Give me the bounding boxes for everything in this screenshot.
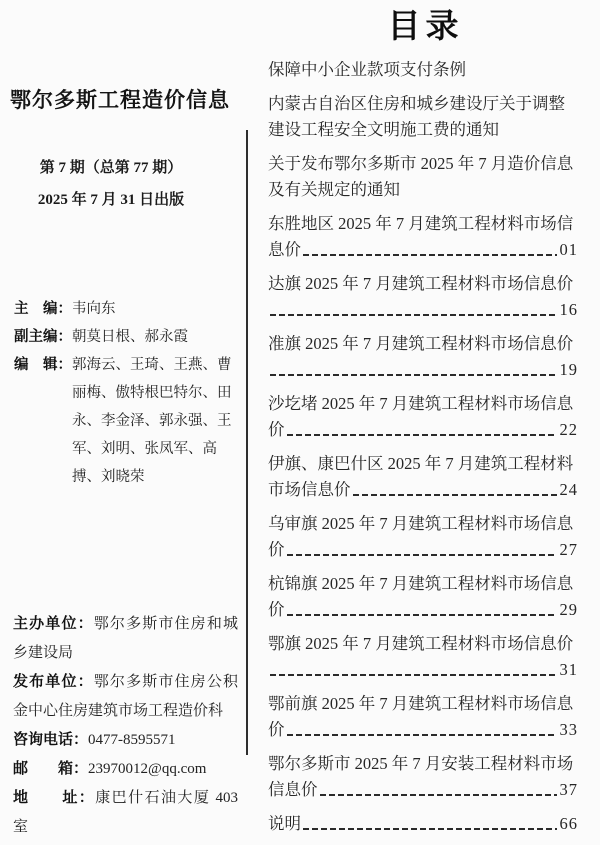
masthead-column xyxy=(0,0,248,845)
issue-number: 第 7 期（总第 77 期） xyxy=(39,160,183,176)
toc-entry-line xyxy=(268,91,578,117)
publisher-line-organizer xyxy=(13,610,238,668)
publisher-label: 咨询电话： xyxy=(13,732,89,748)
publisher-line-issuer xyxy=(13,668,238,726)
toc-entry-line xyxy=(268,391,578,417)
toc-page-number: 01 xyxy=(559,240,578,259)
toc-entry xyxy=(268,391,578,443)
dash-leader xyxy=(268,657,559,683)
toc-entry-line xyxy=(268,717,578,743)
toc-page-number: 19 xyxy=(559,360,578,379)
toc-entry-line xyxy=(268,237,578,263)
toc-title: 目录 xyxy=(387,9,464,45)
toc-entry-text: 准旗 2025 年 7 月建筑工程材料市场信息价 xyxy=(268,334,574,353)
dash-leader xyxy=(285,597,559,623)
toc-entry-text: 鄂前旗 2025 年 7 月建筑工程材料市场信息 xyxy=(268,694,574,713)
toc-entry-text: 杭锦旗 2025 年 7 月建筑工程材料市场信息 xyxy=(268,574,574,593)
toc-entry-line xyxy=(268,537,578,563)
toc-entry-line xyxy=(268,477,578,503)
toc-page-number: 16 xyxy=(559,300,578,319)
publisher-label: 邮 箱： xyxy=(13,761,89,777)
toc-entry-line xyxy=(268,811,578,837)
toc-entry xyxy=(268,151,578,203)
toc-entry-text: 关于发布鄂尔多斯市 2025 年 7 月造价信息 xyxy=(268,154,574,173)
publisher-line-email xyxy=(13,755,238,784)
staff-row-deputy-editor xyxy=(14,323,234,351)
toc-page-number: 31 xyxy=(559,660,578,679)
toc-page-number: 27 xyxy=(559,540,578,559)
dash-leader xyxy=(285,417,559,443)
staff-row-chief-editor xyxy=(14,295,234,323)
toc-entry-text: 保障中小企业款项支付条例 xyxy=(268,60,466,79)
toc-entry-text: 伊旗、康巴什区 2025 年 7 月建筑工程材料 xyxy=(268,454,574,473)
dash-leader xyxy=(351,477,559,503)
publisher-label: 发布单位： xyxy=(13,674,94,690)
toc-entry xyxy=(268,751,578,803)
toc-entry-line xyxy=(268,751,578,777)
toc-entry-text: 东胜地区 2025 年 7 月建筑工程材料市场信 xyxy=(268,214,574,233)
toc-entry-line xyxy=(268,271,578,297)
toc-entry-text: 乌审旗 2025 年 7 月建筑工程材料市场信息 xyxy=(268,514,574,533)
dash-leader xyxy=(285,717,559,743)
toc-entry-text: 价 xyxy=(268,420,285,439)
toc-page-number: 24 xyxy=(559,480,578,499)
dash-leader xyxy=(285,537,559,563)
publisher-line-address xyxy=(13,784,238,842)
toc-entry-line xyxy=(268,417,578,443)
publish-date: 2025 年 7 月 31 日出版 xyxy=(37,192,185,208)
publisher-label: 地 址： xyxy=(13,790,96,806)
staff-value: 朝莫日根、郝永霞 xyxy=(72,329,188,345)
toc-entry-line xyxy=(268,631,578,657)
toc-entry-line xyxy=(268,177,578,203)
toc-entry xyxy=(268,691,578,743)
toc-entry-line xyxy=(268,451,578,477)
phone-number: 0477-8595571 xyxy=(88,732,176,748)
toc-entry-line xyxy=(268,297,578,323)
journal-title: 鄂尔多斯工程造价信息 xyxy=(10,88,230,112)
staff-label: 主 编： xyxy=(14,301,72,317)
toc-page-number: 33 xyxy=(559,720,578,739)
email-address: 23970012@qq.com xyxy=(88,761,207,777)
toc-entry-line xyxy=(268,151,578,177)
toc-entry-text: 信息价 xyxy=(268,780,318,799)
toc-entry-text: 建设工程安全文明施工费的通知 xyxy=(268,120,499,139)
toc-entry-text: 价 xyxy=(268,720,285,739)
street-address: 康巴什石油大厦 403 室 xyxy=(13,790,238,835)
publisher-line-phone xyxy=(13,726,238,755)
toc-entry-line xyxy=(268,571,578,597)
publisher-value: 鄂尔多斯市住房公积金中心住房建筑市场工程造价科 xyxy=(13,674,238,719)
staff-label: 副主编： xyxy=(14,329,72,345)
dash-leader xyxy=(268,357,559,383)
toc-entry xyxy=(268,811,578,837)
toc-entry-text: 沙圪堵 2025 年 7 月建筑工程材料市场信息 xyxy=(268,394,574,413)
staff-value: 韦向东 xyxy=(72,301,116,317)
toc-entry-line xyxy=(268,657,578,683)
toc-entry-line xyxy=(268,597,578,623)
staff-value: 郭海云、王琦、王燕、曹丽梅、傲特根巴特尔、田永、李金泽、郭永强、王军、刘明、张凤军、高搏、刘晓荣 xyxy=(72,357,232,485)
toc-entry-line xyxy=(268,117,578,143)
toc-page-number: 29 xyxy=(559,600,578,619)
toc-entry-text: 息价 xyxy=(268,240,301,259)
toc-entry-line xyxy=(268,57,578,83)
publisher-info xyxy=(13,610,238,842)
toc-entry-text: 价 xyxy=(268,540,285,559)
toc-entry-line xyxy=(268,511,578,537)
toc-entry xyxy=(268,571,578,623)
toc-entry-text: 鄂尔多斯市 2025 年 7 月安装工程材料市场 xyxy=(268,754,574,773)
toc-entry-line xyxy=(268,691,578,717)
toc-entry xyxy=(268,511,578,563)
toc-page-number: 66 xyxy=(559,814,578,833)
toc-entry-line xyxy=(268,211,578,237)
toc-entry xyxy=(268,451,578,503)
toc-entry-text: 及有关规定的通知 xyxy=(268,180,400,199)
toc-entry xyxy=(268,331,578,383)
toc-entry-text: 鄂旗 2025 年 7 月建筑工程材料市场信息价 xyxy=(268,634,574,653)
publisher-value: 鄂尔多斯市住房和城乡建设局 xyxy=(13,616,238,661)
toc-entry xyxy=(268,631,578,683)
toc-entry xyxy=(268,211,578,263)
toc-entry-text: 价 xyxy=(268,600,285,619)
dash-leader xyxy=(268,297,559,323)
toc-list xyxy=(268,57,578,837)
toc-entry-line xyxy=(268,357,578,383)
toc-page-number: 37 xyxy=(559,780,578,799)
staff-list xyxy=(14,295,234,491)
toc-entry-line xyxy=(268,777,578,803)
dash-leader xyxy=(318,777,559,803)
toc-page-number: 22 xyxy=(559,420,578,439)
dash-leader xyxy=(301,811,559,837)
dash-leader xyxy=(301,237,559,263)
staff-label: 编 辑： xyxy=(14,357,72,373)
staff-row-editors xyxy=(14,351,234,491)
toc-entry-text: 市场信息价 xyxy=(268,480,351,499)
toc-column xyxy=(248,0,600,845)
toc-entry-text: 内蒙古自治区住房和城乡建设厅关于调整 xyxy=(268,94,565,113)
toc-entry xyxy=(268,57,578,83)
toc-entry xyxy=(268,271,578,323)
toc-entry xyxy=(268,91,578,143)
toc-entry-line xyxy=(268,331,578,357)
publisher-label: 主办单位： xyxy=(13,616,94,632)
toc-entry-text: 说明 xyxy=(268,814,301,833)
toc-entry-text: 达旗 2025 年 7 月建筑工程材料市场信息价 xyxy=(268,274,574,293)
